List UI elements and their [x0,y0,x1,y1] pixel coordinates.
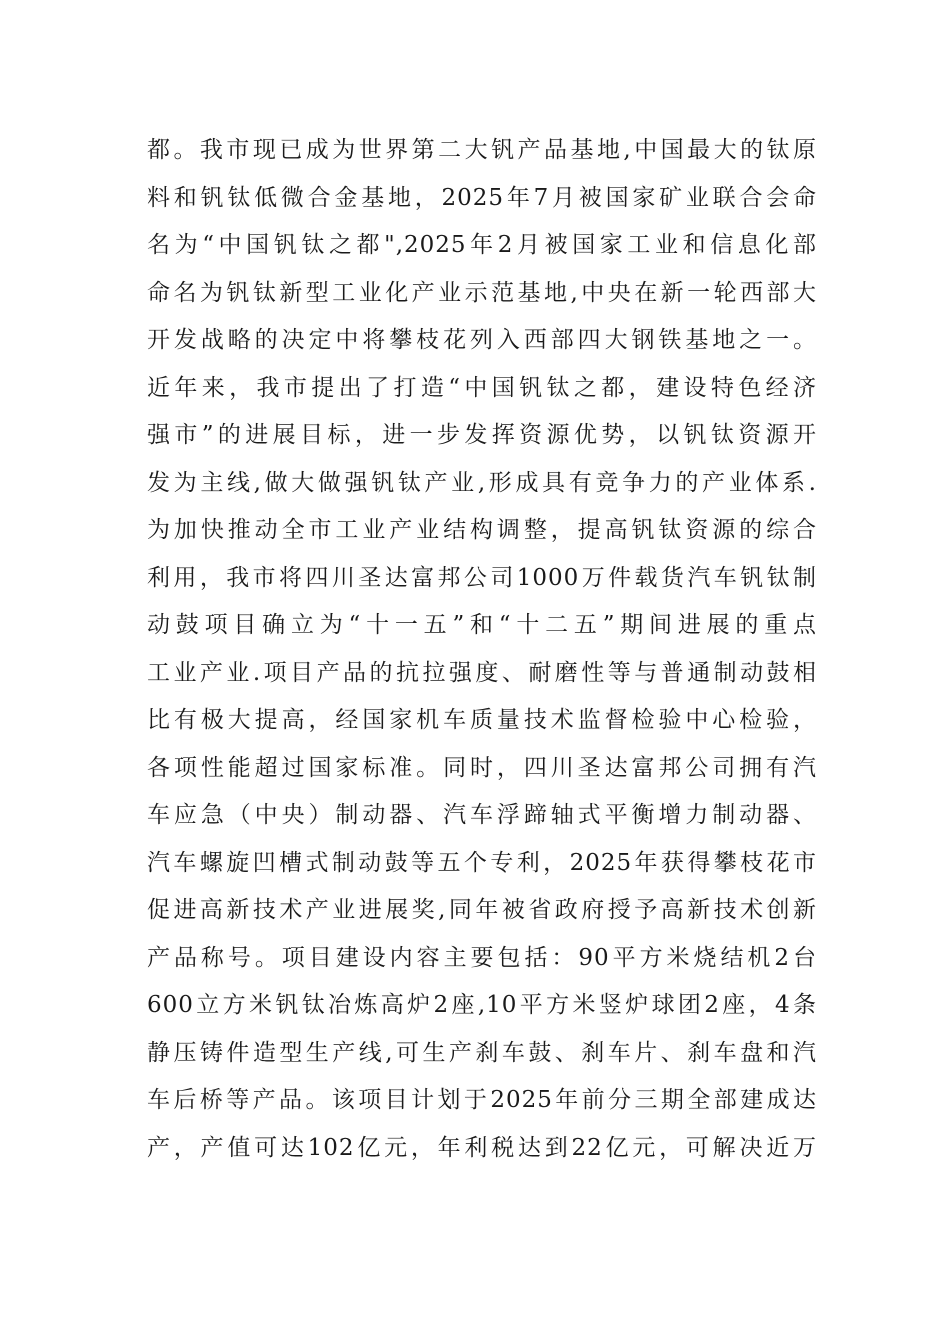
text-line: 料和钒钛低微合金基地，2025年7月被国家矿业联合会命 [147,184,817,211]
body-paragraph [147,127,817,1172]
text-line: 车应急（中央）制动器、汽车浮蹄轴式平衡增力制动器、 [147,802,817,828]
text-line: 动鼓项目确立为“十一五”和“十二五”期间进展的重点 [147,612,817,638]
text-line: 开发战略的决定中将攀枝花列入西部四大钢铁基地之一。 [147,327,817,353]
text-line: 比有极大提高，经国家机车质量技术监督检验中心检验， [147,707,817,733]
text-line: 静压铸件造型生产线,可生产刹车鼓、刹车片、刹车盘和汽 [147,1039,817,1066]
text-line: 命名为钒钛新型工业化产业示范基地,中央在新一轮西部大 [147,279,817,306]
text-line: 产，产值可达102亿元，年利税达到22亿元，可解决近万 [147,1134,817,1161]
text-line: 强市”的进展目标，进一步发挥资源优势，以钒钛资源开 [147,422,817,448]
text-line: 近年来，我市提出了打造“中国钒钛之都，建设特色经济 [147,374,817,401]
text-line: 各项性能超过国家标准。同时，四川圣达富邦公司拥有汽 [147,754,817,781]
text-line: 都。我市现已成为世界第二大钒产品基地,中国最大的钛原 [147,137,817,163]
text-line: 发为主线,做大做强钒钛产业,形成具有竞争力的产业体系. [147,469,817,496]
text-line: 汽车螺旋凹槽式制动鼓等五个专利，2025年获得攀枝花市 [147,849,817,876]
text-line: 产品称号。项目建设内容主要包括：90平方米烧结机2台 [147,944,817,971]
text-line: 利用，我市将四川圣达富邦公司1000万件载货汽车钒钛制 [147,564,817,591]
text-line: 名为“中国钒钛之都",2025年2月被国家工业和信息化部 [147,232,817,258]
text-line: 为加快推动全市工业产业结构调整，提高钒钛资源的综合 [147,517,817,543]
text-line: 工业产业.项目产品的抗拉强度、耐磨性等与普通制动鼓相 [147,659,817,686]
text-line: 600立方米钒钛冶炼高炉2座,10平方米竖炉球团2座，4条 [147,992,817,1018]
text-line: 促进高新技术产业进展奖,同年被省政府授予高新技术创新 [147,897,817,923]
text-line: 车后桥等产品。该项目计划于2025年前分三期全部建成达 [147,1087,817,1113]
